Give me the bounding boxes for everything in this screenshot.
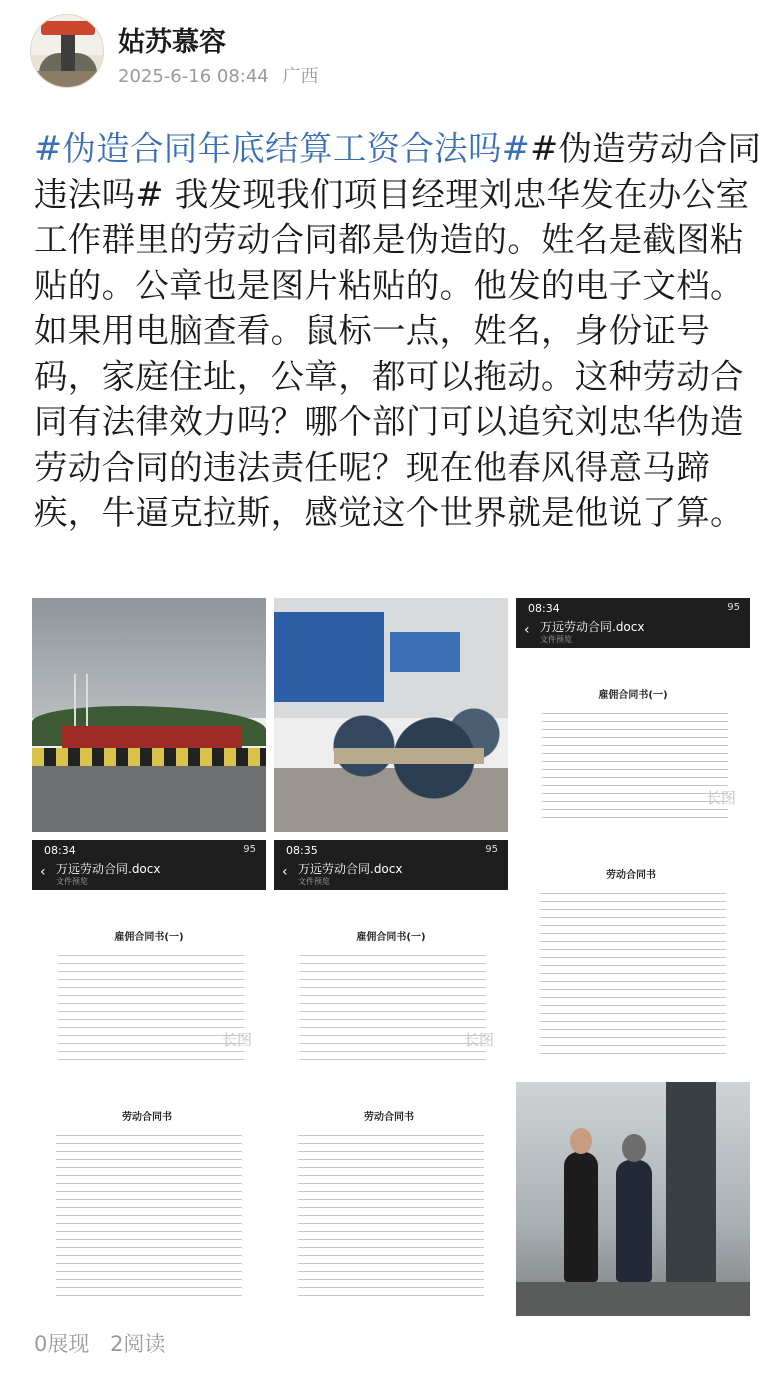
battery-icon: 95	[485, 844, 498, 855]
back-arrow-icon: ‹	[40, 864, 46, 880]
post-body	[34, 126, 762, 536]
post-line	[34, 126, 762, 172]
back-arrow-icon: ‹	[524, 622, 530, 638]
post-date: 2025-6-16 08:44	[118, 66, 269, 87]
long-image-watermark: 长图	[463, 1031, 494, 1049]
post-line: 同有法律效力吗？哪个部门可以追究刘忠华伪造	[34, 402, 744, 441]
status-time: 08:34	[44, 844, 76, 857]
author-name[interactable]: 姑苏慕容	[118, 27, 226, 58]
reads-count: 2阅读	[110, 1332, 166, 1356]
file-name: 万远劳动合同.docx	[540, 620, 645, 634]
long-image-watermark: 长图	[705, 789, 736, 807]
doc-title: 雇佣合同书(一)	[598, 690, 668, 701]
battery-icon: 95	[243, 844, 256, 855]
screenshot-contract-1[interactable]	[516, 598, 750, 832]
doc-title: 劳动合同书	[364, 1112, 414, 1123]
avatar[interactable]	[30, 14, 104, 88]
post-line: 劳动合同的违法责任呢？现在他春风得意马蹄	[34, 447, 710, 487]
photo-meeting[interactable]	[274, 598, 508, 832]
long-image-watermark: 长图	[221, 1031, 252, 1049]
screenshot-contract-3[interactable]	[274, 840, 508, 1074]
hashtag-link[interactable]: #伪造合同年底结算工资合法吗#	[34, 129, 531, 168]
post-line: 贴的。公章也是图片粘贴的。他发的电子文档。	[34, 265, 744, 305]
post-meta	[118, 62, 326, 88]
post-header	[30, 12, 750, 92]
back-arrow-icon: ‹	[282, 864, 288, 880]
scan-contract-1[interactable]	[516, 840, 750, 1074]
status-time: 08:35	[286, 844, 318, 857]
doc-title: 雇佣合同书(一)	[356, 932, 426, 943]
post-stats	[34, 1328, 179, 1358]
file-name: 万远劳动合同.docx	[56, 862, 161, 876]
screenshot-contract-2[interactable]	[32, 840, 266, 1074]
post-line: 疾，牛逼克拉斯，感觉这个世界就是他说了算。	[34, 493, 744, 532]
post-line: 码，家庭住址，公章，都可以拖动。这种劳动合	[34, 356, 744, 396]
post-line: 违法吗# 我发现我们项目经理刘忠华发在办公室	[34, 174, 750, 214]
battery-icon: 95	[727, 602, 740, 613]
post-location: 广西	[282, 66, 319, 87]
post-line: 如果用电脑查看。鼠标一点，姓名，身份证号	[34, 311, 710, 350]
photo-outdoor[interactable]	[32, 598, 266, 832]
doc-title: 劳动合同书	[606, 870, 656, 881]
views-count: 0展现	[34, 1332, 90, 1356]
post-text: #伪造劳动合同	[530, 129, 762, 168]
post-line: 工作群里的劳动合同都是伪造的。姓名是截图粘	[34, 220, 744, 259]
doc-title: 劳动合同书	[122, 1112, 172, 1123]
file-subtitle: 文件预览	[298, 877, 330, 886]
photo-two-people[interactable]	[516, 1082, 750, 1316]
scan-contract-3[interactable]	[274, 1082, 508, 1316]
file-name: 万远劳动合同.docx	[298, 862, 403, 876]
scan-contract-2[interactable]	[32, 1082, 266, 1316]
doc-title: 雇佣合同书(一)	[114, 932, 184, 943]
file-subtitle: 文件预览	[540, 635, 572, 644]
image-grid	[32, 598, 750, 1318]
file-subtitle: 文件预览	[56, 877, 88, 886]
status-time: 08:34	[528, 602, 560, 615]
